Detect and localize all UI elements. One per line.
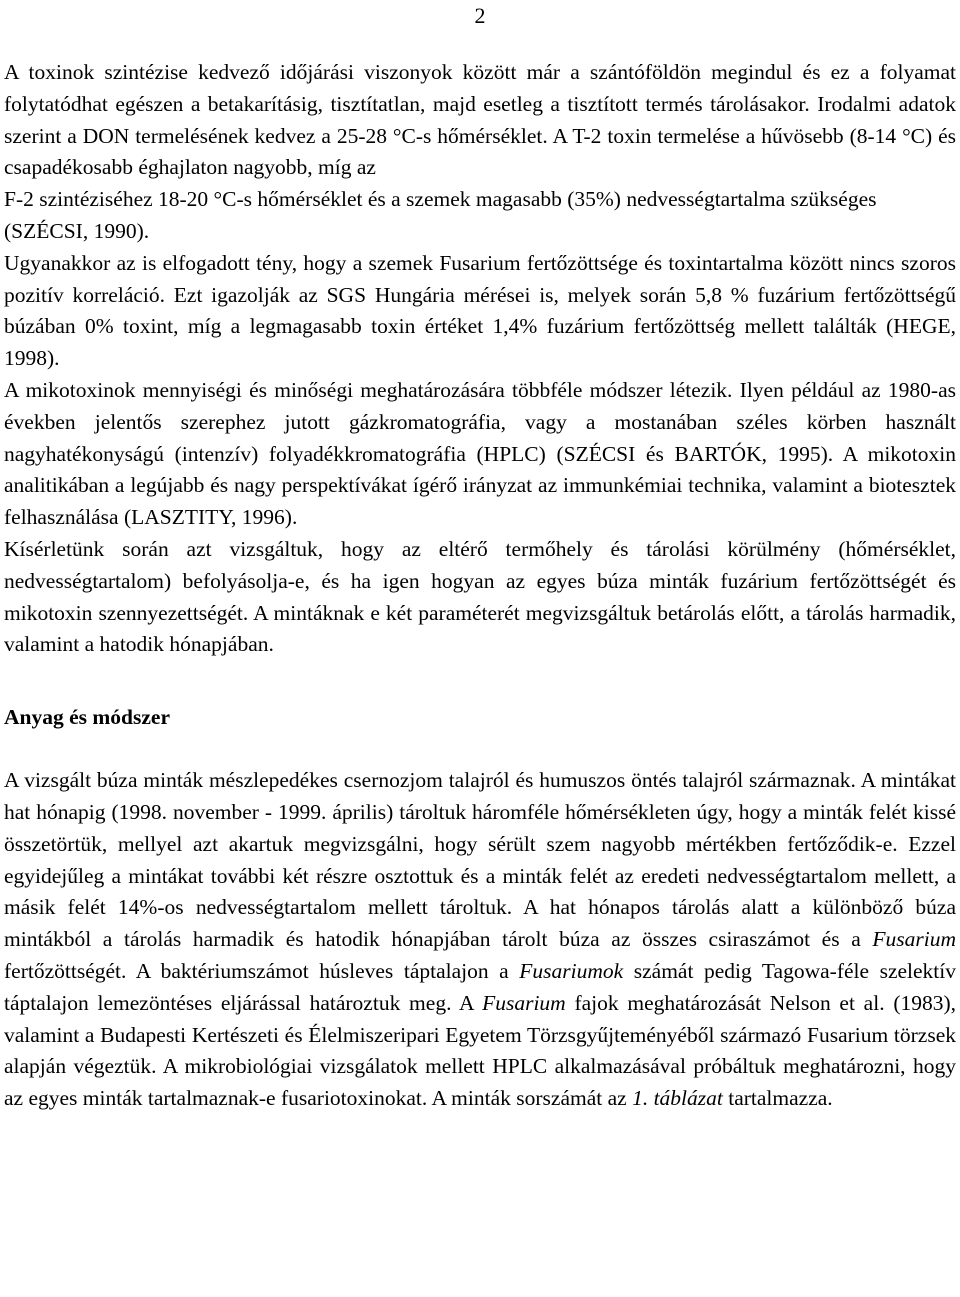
text-segment: fajok meghatározását Nelson et al. (1983), valamint a Budapesti Kertészeti és Élelmiszeripari Egyetem Törzsgyűjteményéből származó Fusarium törzsek alapján végeztük. A mikrobiológiai vizsgálatok mellett HPLC alkalmazásával próbáltuk meghatározni, hogy az egyes minták tartalmaznak-e fusariotoxinokat. A minták sorszámát az [4, 990, 957, 1111]
paragraph-experiment-aim: Kísérletünk során azt vizsgáltuk, hogy az eltérő termőhely és tárolási körülmény (hőmérséklet, nedvességtartalom) befolyásolja-e, és ha igen hogyan az egyes búza minták fuzárium fertőzöttségét és mikotoxin szennyezettségét. A mintáknak e két paraméterét megvizsgáltuk betárolás előtt, a tárolás harmadik, valamint a hatodik hónapjában. [4, 536, 956, 657]
paragraph-materials-methods [4, 765, 956, 1115]
text-segment: A vizsgált búza minták mészlepedékes csernozjom talajról és humuszos öntés talajról származnak. A mintákat hat hónapig (1998. november - 1999. április) tároltuk háromféle hőmérsékleten úgy, hogy a minták felét kissé összetörtük, mellyel azt akartuk megvizsgálni, hogy sérült szem nagyobb mértékben fertőződik-e. Ezzel egyidejűleg a mintákat további két részre osztottuk és a minták felét az eredeti nedvességtartalom mellett, a másik felét 14%-os nedvességtartalom mellett tároltuk. A hat hónapos tárolás alatt a különböző búza mintákból a tárolás harmadik és hatodik hónapjában tárolt búza az összes csiraszámot és a [4, 768, 956, 952]
italic-term: Fusarium [482, 990, 566, 1015]
page-number: 2 [474, 3, 486, 28]
section-heading-materials-methods: Anyag és módszer [4, 705, 171, 730]
paragraph-fusarium-correlation: Ugyanakkor az is elfogadott tény, hogy a szemek Fusarium fertőzöttsége és toxintartalma között nincs szoros pozitív korreláció. Ezt igazolják az SGS Hungária mérései is, melyek során 5,8 % fuzárium fertőzöttségű búzában 0% toxint, míg a legmagasabb toxin értéket 1,4% fuzárium fertőzöttség mellett találták (HEGE, 1998). [4, 250, 956, 371]
text-segment: tartalmazza. [722, 1086, 833, 1111]
text-segment: fertőzöttségét. A baktériumszámot húsleves táptalajon a [4, 958, 520, 983]
section-spacer [4, 661, 956, 701]
paragraph-detection-methods: A mikotoxinok mennyiségi és minőségi meghatározására többféle módszer létezik. Ilyen például az 1980-as években jelentős szerephez jutott gázkromatográfia, vagy a mostanában széles körben használt nagyhatékonyságú (intenzív) folyadékkromatográfia (HPLC) (SZÉCSI és BARTÓK, 1995). A mikotoxin analitikában a legújabb és nagy perspektívákat ígérő irányzat az immunkémiai technika, valamint a biotesztek felhasználása (LASZTITY, 1996). [4, 377, 956, 530]
paragraph-f2-synthesis: F-2 szintéziséhez 18-20 °C-s hőmérséklet és a szemek magasabb (35%) nedvességtartalma szükséges (SZÉCSI, 1990). [4, 187, 877, 243]
document-body [4, 57, 956, 1115]
italic-term: Fusariumok [519, 958, 624, 983]
paragraph-toxin-synthesis: A toxinok szintézise kedvező időjárási viszonyok között már a szántóföldön megindul és ez a folyamat folytatódhat egészen a betakarításig, tisztítatlan, majd esetleg a tisztított termés tárolásakor. Irodalmi adatok szerint a DON termelésének kedvez a 25-28 °C-s hőmérséklet. A T-2 toxin termelése a hűvösebb (8-14 °C) és csapadékosabb éghajlaton nagyobb, míg az [4, 60, 956, 180]
text-segment: számát pedig Tagowa-féle szelektív táptalajon lemezöntéses eljárással határoztuk meg. A [4, 958, 957, 1015]
table-reference: 1. táblázat [632, 1086, 723, 1111]
italic-term: Fusarium [872, 927, 956, 952]
section-spacer [4, 733, 956, 765]
